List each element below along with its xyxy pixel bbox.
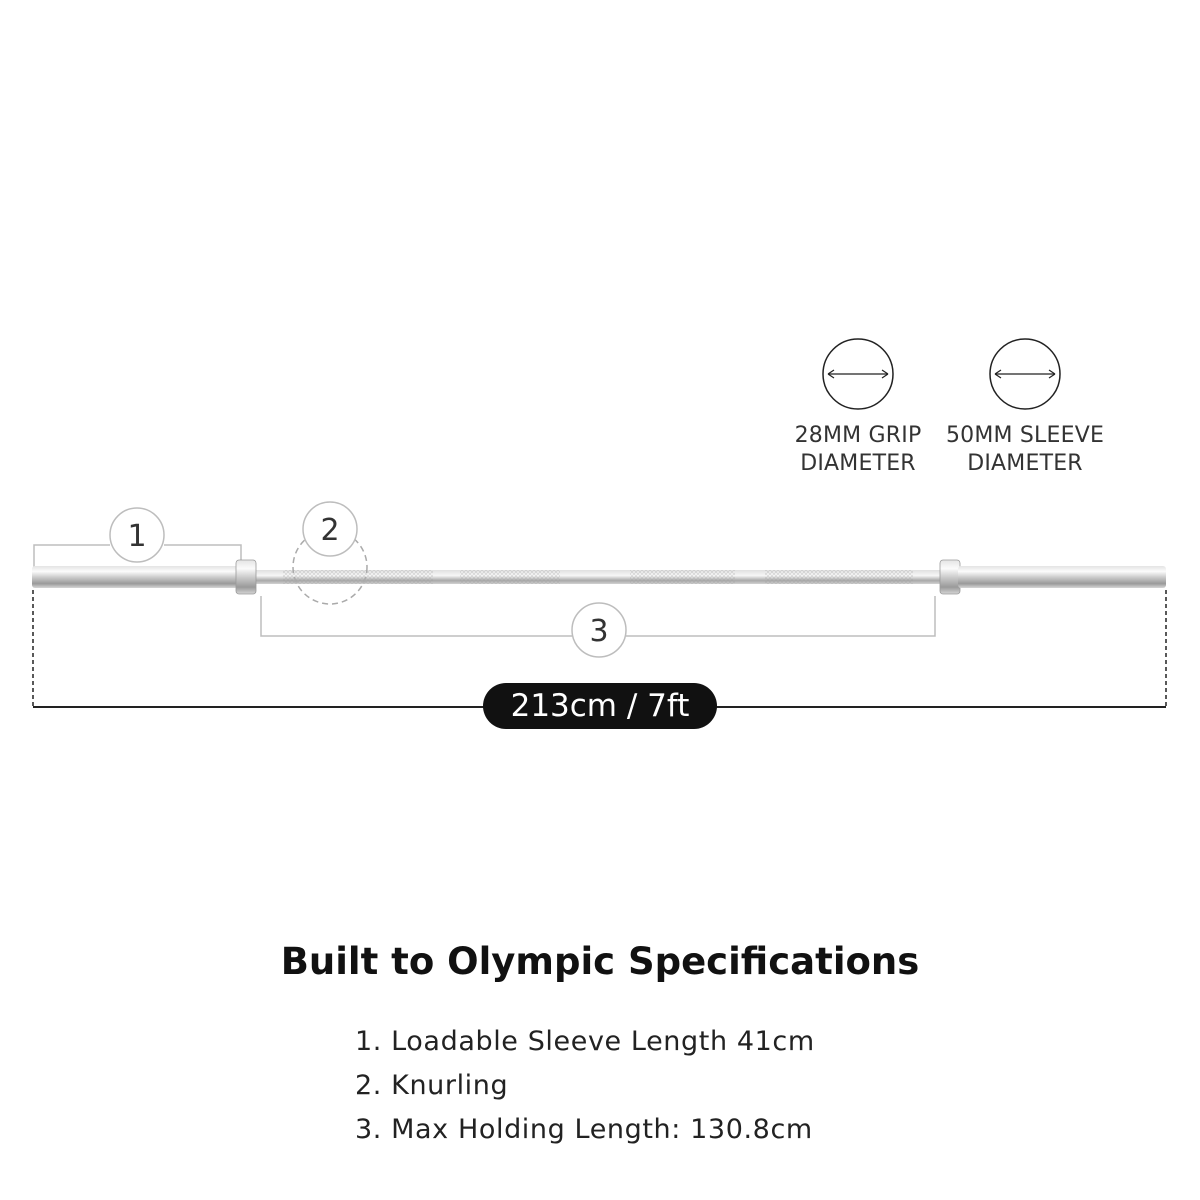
grip-diameter-line1: 28MM GRIP bbox=[794, 423, 922, 448]
right-collar bbox=[940, 560, 960, 594]
grip-diameter-line2: DIAMETER bbox=[800, 451, 916, 476]
sleeve-diameter-line1: 50MM SLEEVE bbox=[945, 423, 1105, 448]
grip-diameter-label bbox=[773, 422, 943, 478]
knurling-right bbox=[765, 570, 913, 584]
right-sleeve bbox=[958, 566, 1166, 588]
callout-1-number: 1 bbox=[127, 519, 147, 554]
left-sleeve bbox=[32, 566, 238, 588]
grip-diameter-icon bbox=[823, 339, 893, 409]
left-collar bbox=[236, 560, 256, 594]
sleeve-diameter-label bbox=[940, 422, 1110, 478]
total-length-badge: 213cm / 7ft bbox=[483, 683, 717, 729]
knurling-center-2 bbox=[630, 570, 735, 584]
spec-list bbox=[355, 1020, 815, 1152]
spec-item-knurling: 2. Knurling bbox=[355, 1070, 509, 1101]
spec-item-holding-length: 3. Max Holding Length: 130.8cm bbox=[355, 1114, 813, 1145]
sleeve-diameter-line2: DIAMETER bbox=[967, 451, 1083, 476]
sleeve-diameter-icon bbox=[990, 339, 1060, 409]
barbell bbox=[32, 560, 1166, 594]
page-title: Built to Olympic Specifications bbox=[280, 940, 920, 983]
spec-item-sleeve-length: 1. Loadable Sleeve Length 41cm bbox=[355, 1026, 815, 1057]
callout-2-number: 2 bbox=[320, 513, 340, 548]
callout-3-number: 3 bbox=[589, 614, 609, 649]
knurling-center bbox=[460, 570, 560, 584]
knurling-left bbox=[283, 570, 433, 584]
